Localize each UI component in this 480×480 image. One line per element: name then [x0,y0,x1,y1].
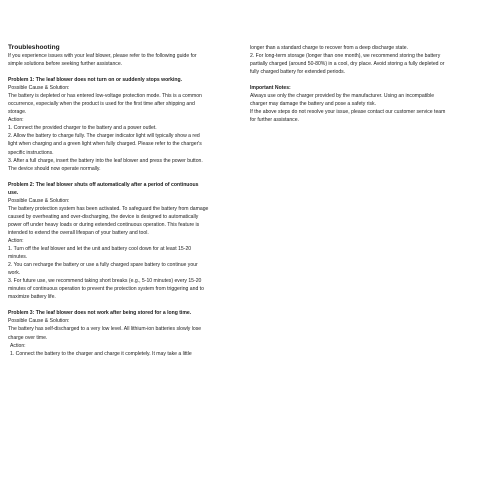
problem-1-step-line: 3. After a full charge, insert the battery into the leaf blower and press the power button. [8,157,203,164]
problem-3-continued-line: fully charged battery for extended periods. [250,69,346,76]
problem-1-step-line: light when charging and a green light when fully charged. Please refer to the charger's [8,141,202,148]
problem-3-step-line: 1. Connect the battery to the charger and charge it completely. It may take a little [10,350,192,357]
important-notes-line: for further assistance. [250,117,299,124]
problem-2-step-line: maximize battery life. [8,294,56,301]
problem-2-cause-label: Possible Cause & Solution: [8,197,70,204]
problem-2-step-line: minutes of continuous operation to prevent the protection system from triggering and to [8,286,204,293]
right-column [250,44,472,124]
problem-3-continued-line: longer than a standard charge to recover from a deep discharge state. [250,45,409,51]
left-column [8,0,240,358]
problem-3-cause-line: The battery has self-discharged to a very low level. All lithium-ion batteries slowly lose [8,326,202,333]
problem-2-step-line: 3. For future use, we recommend taking short breaks (e.g., 5-10 minutes) every 15-20 [8,278,202,285]
intro-line: simple solutions before seeking further assistance. [8,61,123,68]
problem-2-cause-line: The battery protection system has been activated. To safeguard the battery from damage [8,205,209,212]
problem-1-heading: Problem 1: The leaf blower does not turn on or suddenly stops working. [8,77,183,84]
important-notes-line: If the above steps do not resolve your issue, please contact our customer service team [250,109,446,116]
problem-3-heading: Problem 3: The leaf blower does not work after being stored for a long time. [8,310,192,317]
problem-2-cause-line: intended to extend the overall lifespan of your battery and tool. [8,229,149,236]
problem-3-continued-line: 2. For long-term storage (longer than one month), we recommend storing the battery [250,53,441,60]
problem-1-cause-line: The battery is depleted or has entered low-voltage protection mode. This is a common [8,93,202,100]
problem-3-continued-line: partially charged (around 50-80%) in a cool, dry place. Avoid storing a fully depleted or [250,61,445,68]
problem-2-heading: use. [8,189,19,196]
intro-line: If you experience issues with your leaf blower, please refer to the following guide for [8,53,197,59]
problem-1-cause-line: storage. [8,109,27,116]
problem-1-cause-line: occurrence, especially when the product is used for the first time after shipping and [8,101,195,108]
problem-2-cause-line: caused by overheating and over-discharging, the device is designed to automatically [8,213,199,220]
important-notes-heading: Important Notes: [250,85,291,92]
problem-2-cause-line: power off under heavy loads or during extended continuous operation. This feature is [8,221,200,228]
problem-2-heading: Problem 2: The leaf blower shuts off automatically after a period of continuous [8,181,199,188]
problem-1-step-line: The device should now operate normally. [8,165,101,172]
problem-3-action-label: Action: [10,342,26,349]
problem-1-step-line: 1. Connect the provided charger to the battery and a power outlet. [8,125,157,132]
problem-2-step-line: minutes. [8,254,28,261]
problem-3-cause-label: Possible Cause & Solution: [8,318,70,325]
important-notes-line: charger may damage the battery and pose a safety risk. [250,101,376,108]
page-title: Troubleshooting [8,44,60,51]
problem-1-action-label: Action: [8,117,24,124]
problem-2-step-line: work. [8,270,21,277]
problem-1-step-line: specific instructions. [8,149,54,156]
problem-2-step-line: 2. You can recharge the battery or use a fully charged spare battery to continue your [8,262,198,269]
problem-2-step-line: 1. Turn off the leaf blower and let the unit and battery cool down for at least 15-20 [8,246,192,253]
problem-2-action-label: Action: [8,237,24,244]
problem-1-step-line: 2. Allow the battery to charge fully. The charger indicator light will typically show a red [8,133,200,140]
problem-1-cause-label: Possible Cause & Solution: [8,85,70,92]
problem-3-cause-line: charge over time. [8,334,48,341]
important-notes-line: Always use only the charger provided by the manufacturer. Using an incompatible [250,93,435,100]
